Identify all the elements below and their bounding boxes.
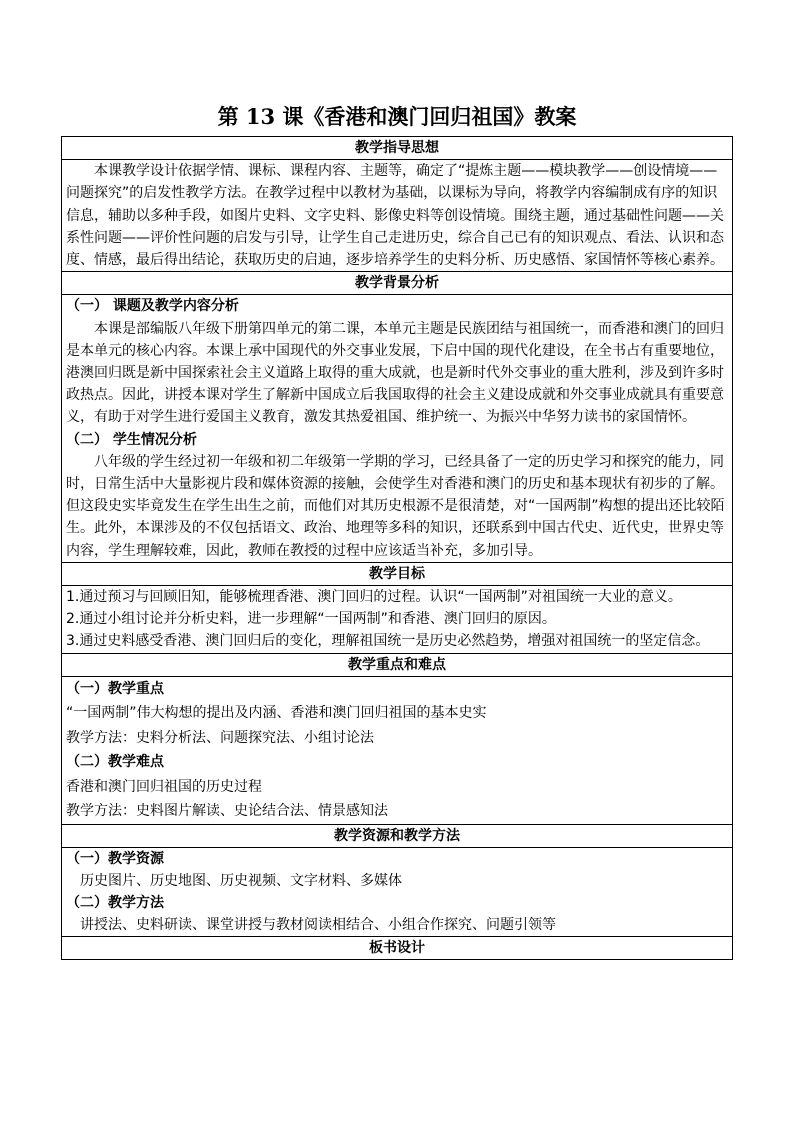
background-subheading-2: （二） 学生情况分析: [66, 431, 197, 448]
resources-subheading-1: （一）教学资源: [66, 851, 164, 868]
background-subheading-1: （一） 课题及教学内容分析: [66, 298, 239, 315]
keypoints-content-row: [62, 676, 733, 824]
guiding-content-row: [62, 160, 733, 272]
objective-item: 3.通过史料感受香港、澳门回归后的变化，理解祖国统一是历史必然趋势，增强对祖国统一的坚定信念。: [66, 633, 710, 650]
guiding-heading-row: [62, 137, 733, 160]
methods-list: 讲授法、史料研读、课堂讲授与教材阅读相结合、小组合作探究、问题引领等: [80, 917, 556, 934]
board-heading-row: [62, 937, 733, 960]
keypoints-method-2: 教学方法：史料图片解读、史论结合法、情景感知法: [66, 803, 388, 820]
guiding-content: [62, 160, 733, 272]
background-heading-row: [62, 272, 733, 295]
keypoints-subheading-1: （一）教学重点: [66, 680, 164, 697]
board-heading: 板书设计: [62, 937, 733, 960]
background-text-2: 八年级的学生经过初一年级和初二年级第一学期的学习，已经具备了一定的历史学习和探究的能力，同时，日常生活中大量影视片段和媒体资源的接触，会使学生对香港和澳门的历史和基本现状有初步的了解。但这段史实毕竟发生在学生出生之前，而他们对其历史根源不是很清楚，对“一国两制”构想的提出还比较陌生。此外，本课涉及的不仅包括语文、政治、地理等多科的知识，还联系到中国古代史、近代史，世界史等内容，学生理解较难，因此，教师在教授的过程中应该适当补充，多加引导。: [66, 453, 725, 559]
background-content: [62, 295, 733, 562]
objective-item: 1.通过预习与回顾旧知，能够梳理香港、澳门回归的过程。认识“一国两制”对祖国统一大业的意义。: [66, 589, 682, 606]
resources-list: 历史图片、历史地图、历史视频、文字材料、多媒体: [80, 873, 402, 890]
objectives-content-row: [62, 586, 733, 654]
keypoints-difficulty: 香港和澳门回归祖国的历史过程: [66, 778, 262, 795]
resources-subheading-2: （二）教学方法: [66, 895, 164, 912]
objectives-heading-row: [62, 562, 733, 585]
keypoints-heading: 教学重点和难点: [62, 653, 733, 676]
background-content-row: [62, 295, 733, 562]
objectives-content: [62, 586, 733, 654]
keypoints-subheading-2: （二）教学难点: [66, 754, 164, 771]
keypoints-method-1: 教学方法：史料分析法、问题探究法、小组讨论法: [66, 729, 374, 746]
lesson-plan-table: [61, 136, 733, 960]
keypoints-heading-row: [62, 653, 733, 676]
resources-heading-row: [62, 824, 733, 847]
objectives-heading: 教学目标: [62, 562, 733, 585]
keypoints-focus: “一国两制”伟大构想的提出及内涵、香港和澳门回归祖国的基本史实: [66, 705, 487, 722]
page-title: 第 13 课《香港和澳门回归祖国》教案: [217, 104, 577, 129]
resources-content-row: [62, 848, 733, 937]
guiding-heading: 教学指导思想: [62, 137, 733, 160]
objective-item: 2.通过小组讨论并分析史料，进一步理解“一国两制”和香港、澳门回归的原因。: [66, 611, 556, 628]
background-heading: 教学背景分析: [62, 272, 733, 295]
background-text-1: 本课是部编版八年级下册第四单元的第二课，本单元主题是民族团结与祖国统一，而香港和澳门的回归是本单元的核心内容。本课上承中国现代的外交事业发展，下启中国的现代化建设，在全书占有重要地位，港澳回归既是新中国探索社会主义道路上取得的重大成就，也是新时代外交事业的重大胜利，涉及到许多时政热点。因此，讲授本课对学生了解新中国成立后我国取得的社会主义建设成就和外交事业成就具有重要意义，有助于对学生进行爱国主义教育，激发其热爱祖国、维护统一、为振兴中华努力读书的家国情怀。: [66, 320, 724, 426]
resources-heading: 教学资源和教学方法: [62, 824, 733, 847]
guiding-text: 本课教学设计依据学情、课标、课程内容、主题等，确定了“提炼主题——模块教学——创设情境——问题探究”的启发性教学方法。在教学过程中以教材为基础，以课标为导向，将教学内容编制成有序的知识信息，辅助以多种手段，如图片史料、文字史料、影像史料等创设情境。围绕主题，通过基础性问题——关系性问题——评价性问题的启发与引导，让学生自己走进历史，综合自己已有的知识观点、看法、认识和态度、情感，最后得出结论，获取历史的启迪，逐步培养学生的史料分析、历史感悟、家国情怀等核心素养。: [66, 163, 724, 269]
resources-content: [62, 848, 733, 937]
keypoints-content: [62, 676, 733, 824]
